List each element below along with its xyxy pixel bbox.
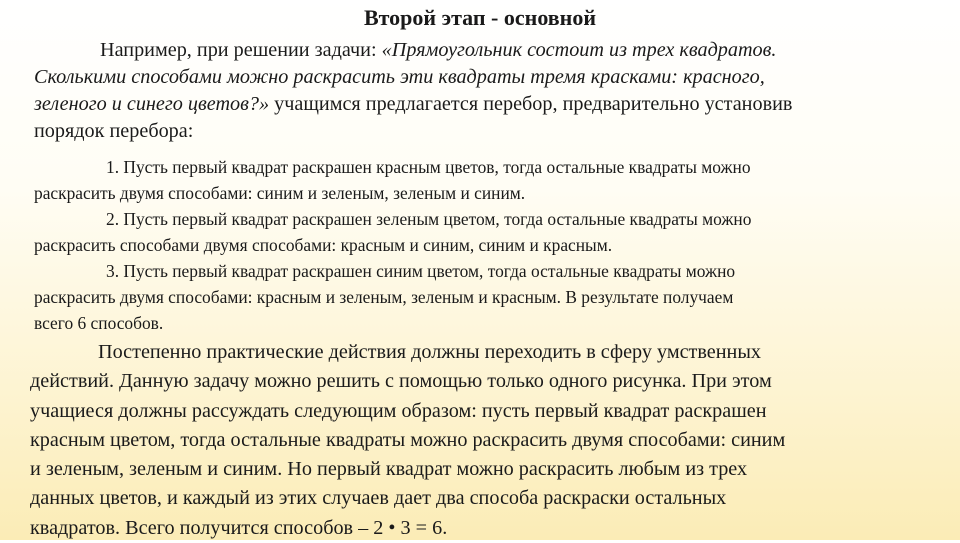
conclusion-line-2: действий. Данную задачу можно решить с помощью только одного рисунка. При этом bbox=[30, 370, 772, 393]
list-item-3-line-2: раскрасить двумя способами: красным и зеленым, зеленым и красным. В результате получаем bbox=[34, 287, 734, 307]
intro-line-3 bbox=[34, 91, 792, 118]
intro-line-2: Сколькими способами можно раскрасить эти квадраты тремя красками: красного, bbox=[34, 66, 765, 88]
intro-line-1 bbox=[34, 37, 792, 64]
intro-line-4: порядок перебора: bbox=[34, 120, 194, 142]
list-item-3-line-1: 3. Пусть первый квадрат раскрашен синим цветом, тогда остальные квадраты можно bbox=[106, 261, 736, 281]
conclusion-line-4: красным цветом, тогда остальные квадраты можно раскрасить двумя способами: синим bbox=[30, 428, 786, 451]
conclusion-line-1: Постепенно практические действия должны переходить в сферу умственных bbox=[98, 341, 762, 363]
list-item-1-line-1: 1. Пусть первый квадрат раскрашен красным цветов, тогда остальные квадраты можно bbox=[106, 157, 751, 177]
intro-line-3-italic: зеленого и синего цветов?» bbox=[34, 93, 270, 115]
slide-title: Второй этап - основной bbox=[363, 5, 597, 30]
conclusion-line-5: и зеленым, зеленым и синим. Но первый квадрат можно раскрасить любым из трех bbox=[30, 458, 748, 481]
intro-line-1-plain: Например, при решении задачи: bbox=[100, 39, 382, 61]
list-item-1-line-2: раскрасить двумя способами: синим и зеленым, зеленым и синим. bbox=[34, 183, 526, 203]
list-item-2-line-1: 2. Пусть первый квадрат раскрашен зеленым цветом, тогда остальные квадраты можно bbox=[106, 209, 752, 229]
intro-paragraph bbox=[34, 37, 792, 145]
conclusion-paragraph bbox=[30, 338, 785, 543]
conclusion-line-7: квадратов. Всего получится способов – 2 • 3 = 6. bbox=[30, 516, 448, 539]
conclusion-line-6: данных цветов, и каждый из этих случаев дает два способа раскраски остальных bbox=[30, 487, 727, 510]
list-item-3-line-3: всего 6 способов. bbox=[34, 313, 164, 333]
list-item-2-line-2: раскрасить способами двумя способами: красным и синим, синим и красным. bbox=[34, 235, 613, 255]
conclusion-line-3: учащиеся должны рассуждать следующим образом: пусть первый квадрат раскрашен bbox=[30, 399, 767, 422]
intro-line-1-italic: «Прямоугольник состоит из трех квадратов. bbox=[381, 39, 777, 61]
intro-line-3-plain: учащимся предлагается перебор, предварительно установив bbox=[269, 93, 793, 115]
enumeration-list bbox=[34, 154, 751, 336]
